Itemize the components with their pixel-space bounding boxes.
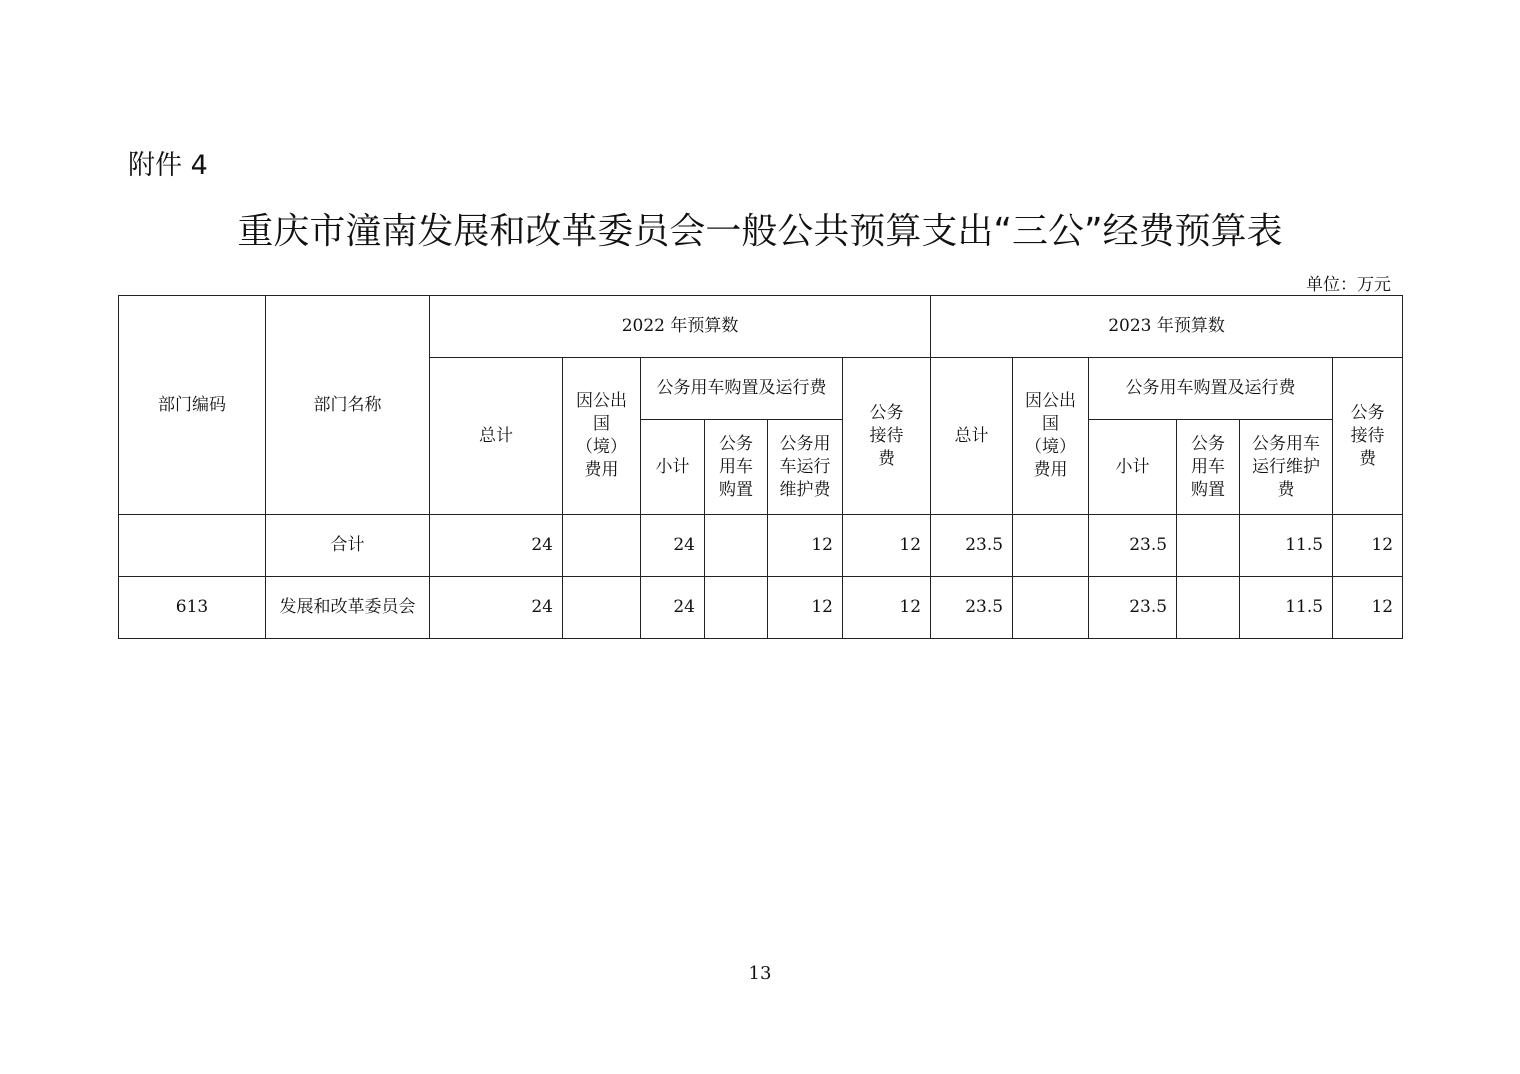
dept-code-cell: 613 [119, 577, 266, 639]
purchase-2023-cell [1177, 577, 1240, 639]
header-reception-2022: 公务接待费 [843, 358, 931, 515]
reception-2022-cell: 12 [843, 515, 931, 577]
header-vehicle-group-2022: 公务用车购置及运行费 [641, 358, 843, 420]
header-abroad-2023: 因公出国（境）费用 [1013, 358, 1089, 515]
dept-code-cell [119, 515, 266, 577]
running-2023-cell: 11.5 [1240, 515, 1333, 577]
running-2022-cell: 12 [768, 577, 843, 639]
abroad-2023-cell [1013, 577, 1089, 639]
reception-2022-cell: 12 [843, 577, 931, 639]
header-dept-name: 部门名称 [266, 296, 430, 515]
page-number: 13 [748, 963, 772, 984]
header-vehicle-purchase-2022: 公务用车购置 [705, 420, 768, 515]
purchase-2022-cell [705, 515, 768, 577]
purchase-2022-cell [705, 577, 768, 639]
header-subtotal-2023: 小计 [1089, 420, 1177, 515]
header-abroad-2022: 因公出国（境）费用 [563, 358, 641, 515]
total-2023-cell: 23.5 [931, 577, 1013, 639]
header-reception-2023: 公务接待费 [1333, 358, 1403, 515]
table-row [119, 577, 1403, 639]
header-total-2022: 总计 [430, 358, 563, 515]
table-row [119, 515, 1403, 577]
abroad-2023-cell [1013, 515, 1089, 577]
attachment-label: 附件 4 [128, 150, 208, 181]
header-row-1 [119, 296, 1403, 358]
header-total-2023: 总计 [931, 358, 1013, 515]
header-subtotal-2022: 小计 [641, 420, 705, 515]
budget-table [118, 295, 1403, 639]
dept-name-cell: 发展和改革委员会 [266, 577, 430, 639]
header-year-2022: 2022 年预算数 [430, 296, 931, 358]
reception-2023-cell: 12 [1333, 577, 1403, 639]
subtotal-2022-cell: 24 [641, 577, 705, 639]
subtotal-2023-cell: 23.5 [1089, 577, 1177, 639]
dept-name-cell: 合计 [266, 515, 430, 577]
subtotal-2022-cell: 24 [641, 515, 705, 577]
header-vehicle-running-2023: 公务用车运行维护费 [1240, 420, 1333, 515]
total-2023-cell: 23.5 [931, 515, 1013, 577]
total-2022-cell: 24 [430, 515, 563, 577]
running-2023-cell: 11.5 [1240, 577, 1333, 639]
abroad-2022-cell [563, 577, 641, 639]
purchase-2023-cell [1177, 515, 1240, 577]
abroad-2022-cell [563, 515, 641, 577]
running-2022-cell: 12 [768, 515, 843, 577]
header-vehicle-purchase-2023: 公务用车购置 [1177, 420, 1240, 515]
unit-label: 单位：万元 [1306, 275, 1391, 295]
header-dept-code: 部门编码 [119, 296, 266, 515]
total-2022-cell: 24 [430, 577, 563, 639]
page-title: 重庆市潼南发展和改革委员会一般公共预算支出“三公”经费预算表 [237, 211, 1283, 252]
subtotal-2023-cell: 23.5 [1089, 515, 1177, 577]
header-vehicle-running-2022: 公务用车运行维护费 [768, 420, 843, 515]
reception-2023-cell: 12 [1333, 515, 1403, 577]
header-vehicle-group-2023: 公务用车购置及运行费 [1089, 358, 1333, 420]
header-year-2023: 2023 年预算数 [931, 296, 1403, 358]
